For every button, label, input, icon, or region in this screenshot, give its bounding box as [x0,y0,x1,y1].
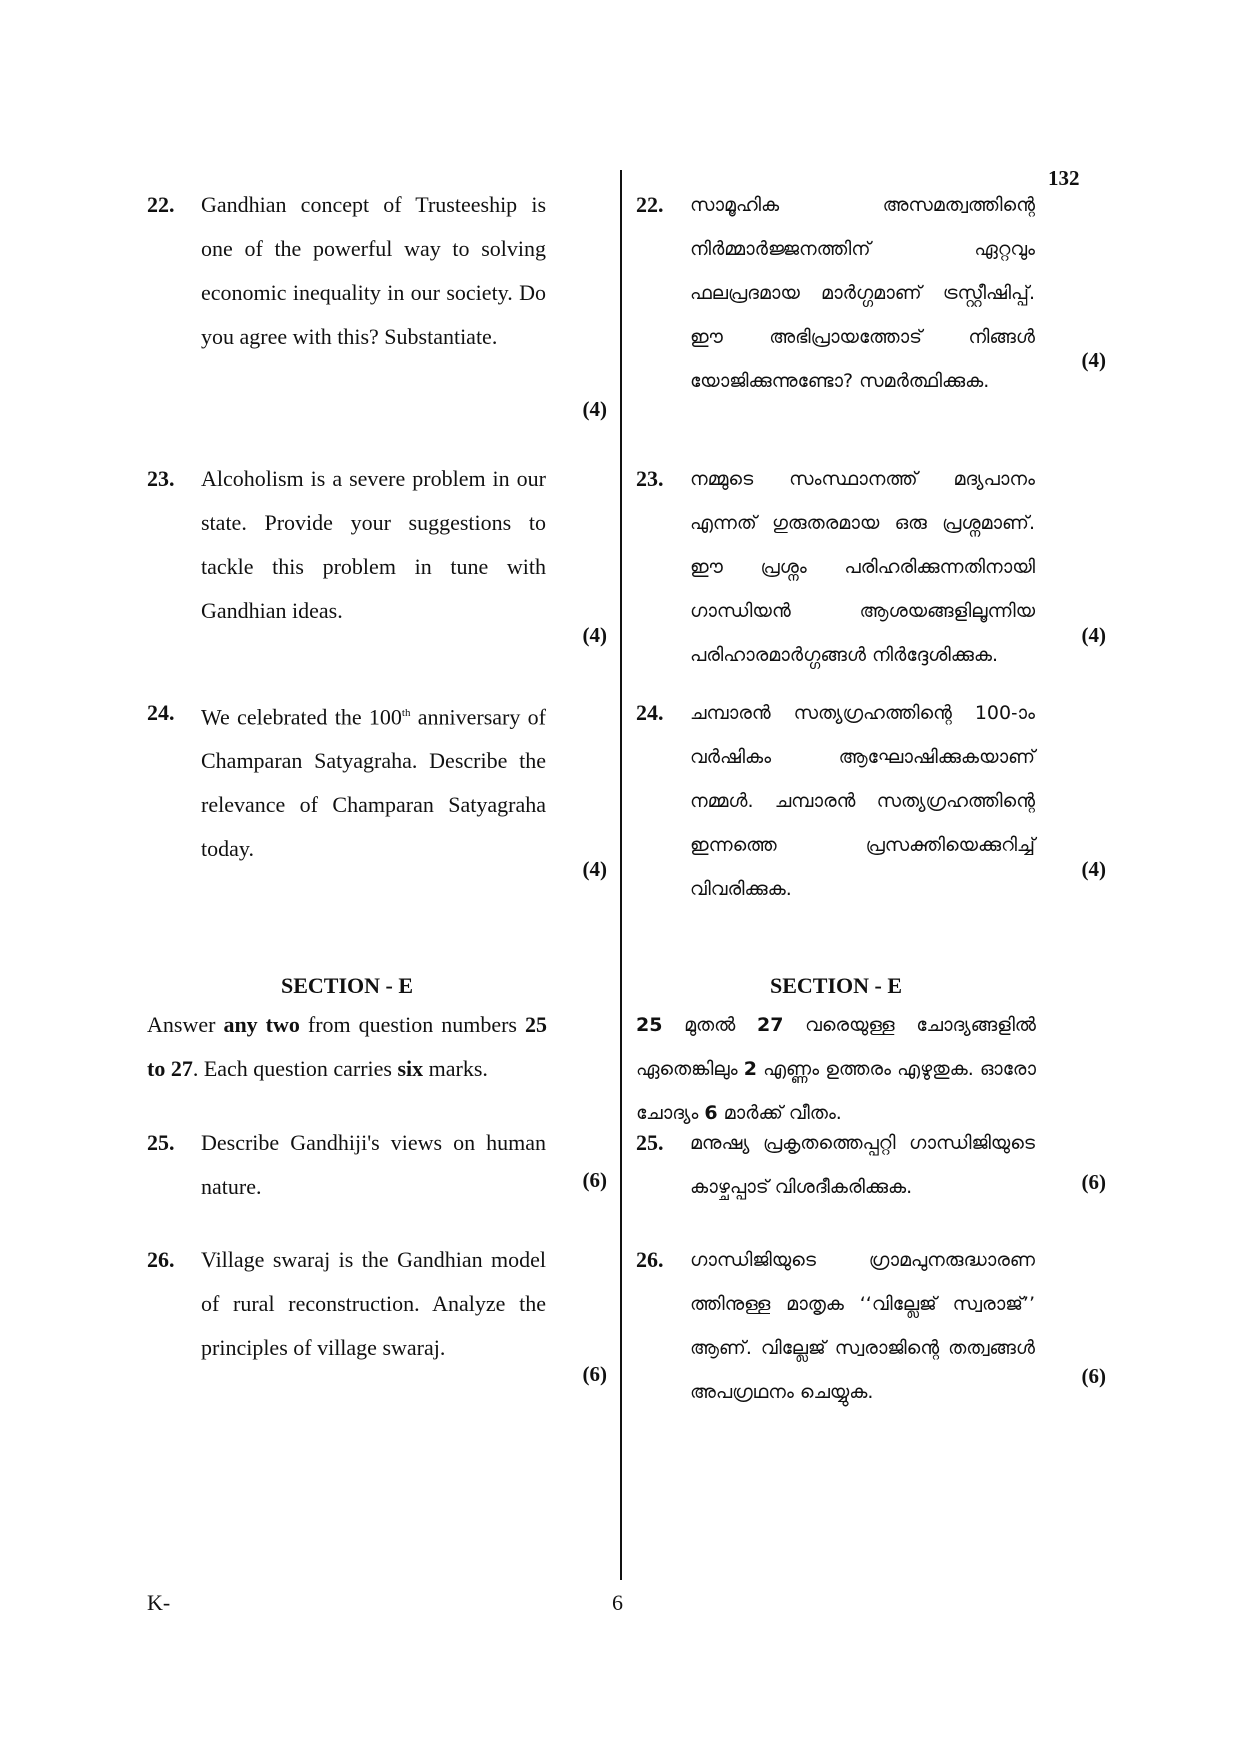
question-number: 25. [147,1130,175,1155]
instr-text: Answer [147,1012,224,1037]
instr-text: . Each question carries [192,1056,398,1081]
marks: (4) [1081,348,1106,372]
marks: (4) [1081,857,1106,881]
question-text: Village swaraj is the Gandhian model of rural reconstruction. Analyze the principles of village swaraj. [201,1247,546,1360]
question-number: 24. [147,700,175,725]
marks: (6) [582,1362,607,1386]
question-number: 22. [147,192,175,217]
question-number: 26. [636,1247,664,1272]
marks: (4) [582,397,607,421]
question-text: Describe Gandhiji's views on human nature. [201,1130,546,1199]
instr-bold: any two [223,1012,300,1037]
marks: (4) [582,623,607,647]
section-heading: SECTION - E [280,973,414,998]
question-number: 26. [147,1247,175,1272]
superscript: th [401,707,411,719]
marks: (6) [1081,1364,1106,1388]
instr-text: മുതൽ [662,1014,758,1036]
instr-text: വരെയുള്ള ചോദ്യങ്ങളിൽ ഏതെങ്കിലും [636,1014,1036,1080]
question-text: നമ്മുടെ സംസ്ഥാനത്ത് മദ്യപാനം എന്നത് ഗുരുതരമായ ഒരു പ്രശ്നമാണ്. ഈ പ്രശ്നം പരിഹരിക്കുന്നതിനായി ഗാന്ധിയൻ ആശയങ്ങളിലൂന്നിയ പരിഹാരമാർഗ്ഗങ്ങൾ നിർദ്ദേശിക്കുക. [690,468,1035,666]
question-text: Alcoholism is a severe problem in our state. Provide your suggestions to tackle this problem in tune with Gandhian ideas. [201,466,546,623]
question-text-part: We celebrated the 100 [201,704,402,730]
marks: (6) [1081,1170,1106,1194]
question-number: 24. [636,700,664,725]
question-number: 23. [147,466,175,491]
instr-text: മാർക്ക് വീതം. [717,1102,842,1124]
question-number: 23. [636,466,664,491]
instr-bold: 25 to 27 [147,1012,547,1081]
section-instructions [636,1003,1036,1135]
instr-bold: 2 [743,1058,757,1080]
column-divider [620,170,622,1580]
marks: (6) [582,1168,607,1192]
page-code: 132 [1048,166,1080,190]
question-number: 25. [636,1130,664,1155]
marks: (4) [582,857,607,881]
footer-code: K- [147,1590,171,1615]
question-text: ചമ്പാരൻ സത്യഗ്രഹത്തിന്റെ 100-ാം വർഷികം ആഘോഷിക്കുകയാണ് നമ്മൾ. ചമ്പാരൻ സത്യഗ്രഹത്തിന്റെ ഇന്നത്തെ പ്രസക്തിയെക്കുറിച്ച് വിവരിക്കുക. [690,702,1035,900]
question-text-part: anniversary of Champaran Satyagraha. Describe the relevance of Champaran Satyagraha today. [201,704,546,862]
page-number: 6 [612,1590,623,1615]
section-instructions [147,1003,547,1091]
instr-bold: six [397,1056,424,1081]
question-number: 22. [636,192,664,217]
instr-bold: 6 [704,1102,718,1124]
instr-bold: 25 [636,1014,663,1036]
question-text [201,691,546,871]
question-text: മനുഷ്യ പ്രകൃതത്തെപ്പറ്റി ഗാന്ധിജിയുടെ കാഴ്ചപ്പാട് വിശദീകരിക്കുക. [690,1132,1035,1198]
marks: (4) [1081,623,1106,647]
question-text: ഗാന്ധിജിയുടെ ഗ്രാമപുനരുദ്ധാരണ ത്തിനുള്ള മാതൃക ‘‘വില്ലേജ് സ്വരാജ്’’ ആണ്. വില്ലേജ് സ്വരാജിന്റെ തത്വങ്ങൾ അപഗ്രഥനം ചെയ്യുക. [690,1249,1035,1403]
instr-text: from question numbers [299,1012,525,1037]
question-text: Gandhian concept of Trusteeship is one of the powerful way to solving economic inequality in our society. Do you agree with this? Substantiate. [201,192,546,349]
instr-text: എണ്ണം ഉത്തരം എഴുതുക. ഓരോ ചോദ്യം [636,1058,1036,1124]
instr-bold: 27 [757,1014,784,1036]
instr-text: marks. [423,1056,488,1081]
section-heading: SECTION - E [769,973,903,998]
question-text: സാമൂഹിക അസമത്വത്തിന്റെ നിർമ്മാർജ്ജനത്തിന് ഏറ്റവും ഫലപ്രദമായ മാർഗ്ഗമാണ് ട്രസ്റ്റീഷിപ്പ്. ഈ അഭിപ്രായത്തോട് നിങ്ങൾ യോജിക്കുന്നുണ്ടോ? സമർത്ഥിക്കുക. [690,194,1035,392]
